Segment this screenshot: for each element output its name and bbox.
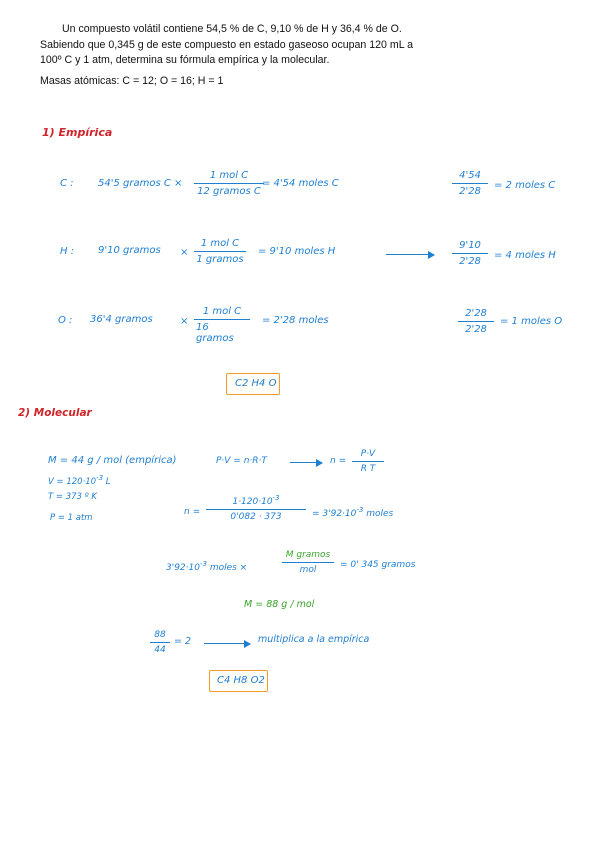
oxygen-ratio-den: 2'28 xyxy=(465,324,487,336)
carbon-fraction xyxy=(194,170,264,197)
n-calc-label: n = xyxy=(184,507,201,517)
n-fraction-den: R T xyxy=(360,464,376,475)
oxygen-fraction xyxy=(194,306,250,344)
hydrogen-ratio-num: 9'10 xyxy=(459,240,481,251)
fraction-bar xyxy=(194,183,264,184)
volume-exponent: -3 xyxy=(96,474,104,482)
carbon-ratio-den: 2'28 xyxy=(459,186,481,198)
mass-fraction-num: M gramos xyxy=(285,550,331,560)
fraction-bar xyxy=(150,642,170,643)
oxygen-result: = 2'28 moles xyxy=(262,315,329,326)
n-calc-num: $1\cdot 120\cdot 10^{-3}$ xyxy=(232,494,280,507)
times-sign: × xyxy=(180,316,189,327)
n-fraction xyxy=(352,449,384,474)
oxygen-ratio-num: 2'28 xyxy=(465,308,487,319)
oxygen-fraction-den: 16 gramos xyxy=(196,322,234,345)
right-arrow-icon xyxy=(204,643,250,644)
temperature-line: T = 373 º K xyxy=(48,492,97,502)
hydrogen-grams: 9'10 gramos xyxy=(98,245,161,256)
fraction-bar xyxy=(452,253,488,254)
right-arrow-icon xyxy=(386,254,434,255)
oxygen-label: O : xyxy=(58,315,73,326)
fraction-bar xyxy=(194,319,250,320)
molecular-formula-box xyxy=(209,670,268,692)
atomic-masses: Masas atómicas: C = 12; O = 16; H = 1 xyxy=(40,74,224,87)
problem-line-3: 100º C y 1 atm, determina su fórmula empírica y la molecular. xyxy=(40,54,330,66)
fraction-bar xyxy=(206,509,306,510)
problem-line-1: Un compuesto volátil contiene 54,5 % de C, 9,10 % de H y 36,4 % de O. xyxy=(62,23,402,35)
fraction-bar xyxy=(458,321,494,322)
carbon-fraction-num: 1 mol C xyxy=(209,170,249,181)
hydrogen-ratio xyxy=(452,240,488,267)
oxygen-ratio xyxy=(458,308,494,335)
empirical-formula-box xyxy=(226,373,280,395)
molecular-formula: C4 H8 O2 xyxy=(217,675,265,686)
carbon-grams: 54'5 gramos C × xyxy=(98,178,183,189)
carbon-fraction-den: 12 gramos C xyxy=(197,186,261,198)
times-sign: × xyxy=(180,247,189,258)
n-calc-fraction xyxy=(206,494,306,522)
hydrogen-result: = 9'10 moles H xyxy=(258,246,336,257)
fraction-bar xyxy=(282,562,334,563)
n-calc-result: = $3'92\cdot 10^{-3}$ moles xyxy=(312,506,394,519)
carbon-result: = 4'54 moles C xyxy=(262,178,339,189)
oxygen-fraction-num: 1 mol C xyxy=(202,306,242,317)
mass-lhs: $3'92\cdot 10^{-3}$ moles × xyxy=(166,560,248,573)
volume-line xyxy=(48,474,111,487)
hydrogen-ratio-result: = 4 moles H xyxy=(494,250,556,261)
carbon-ratio-result: = 2 moles C xyxy=(494,180,556,191)
multiplier-fraction xyxy=(150,630,170,655)
empirical-formula: C2 H4 O xyxy=(235,378,277,389)
problem-statement xyxy=(40,22,460,89)
fraction-bar xyxy=(452,183,488,184)
hydrogen-label: H : xyxy=(60,246,75,257)
volume-value: V = 120·10 xyxy=(48,476,97,487)
ideal-gas-law: P·V = n·R·T xyxy=(216,456,267,466)
multiplier-num: 88 xyxy=(154,630,166,640)
carbon-ratio xyxy=(452,170,488,197)
fraction-bar xyxy=(352,461,384,462)
hydrogen-fraction-num: 1 mol C xyxy=(200,238,240,249)
molar-mass-line: M = 44 g / mol (empírica) xyxy=(48,455,177,466)
fraction-bar xyxy=(194,251,246,252)
mass-result: = 0' 345 gramos xyxy=(340,560,416,570)
hydrogen-ratio-den: 2'28 xyxy=(459,256,481,268)
hydrogen-fraction xyxy=(194,238,246,265)
carbon-ratio-num: 4'54 xyxy=(459,170,481,181)
problem-line-2: Sabiendo que 0,345 g de este compuesto en estado gaseoso ocupan 120 mL a xyxy=(40,38,414,51)
n-calc-den: 0'082 · 373 xyxy=(230,512,282,523)
volume-unit: L xyxy=(103,476,111,487)
multiplier-den: 44 xyxy=(154,645,166,656)
molecular-heading: 2) Molecular xyxy=(18,407,92,419)
multiplier-note: multiplica a la empírica xyxy=(258,634,370,645)
oxygen-ratio-result: = 1 moles O xyxy=(500,316,563,327)
mass-fraction-den: mol xyxy=(299,565,317,576)
carbon-label: C : xyxy=(60,178,74,189)
hydrogen-fraction-den: 1 gramos xyxy=(196,254,244,266)
pressure-line: P = 1 atm xyxy=(50,513,93,523)
empirica-heading: 1) Empírica xyxy=(42,126,113,139)
right-arrow-icon xyxy=(290,462,322,463)
n-fraction-num: P·V xyxy=(360,449,376,459)
oxygen-grams: 36'4 gramos xyxy=(90,314,153,325)
molar-mass-result: M = 88 g / mol xyxy=(244,599,315,610)
multiplier-result: = 2 xyxy=(174,636,192,647)
n-equals: n = xyxy=(330,456,347,466)
mass-fraction xyxy=(282,550,334,575)
